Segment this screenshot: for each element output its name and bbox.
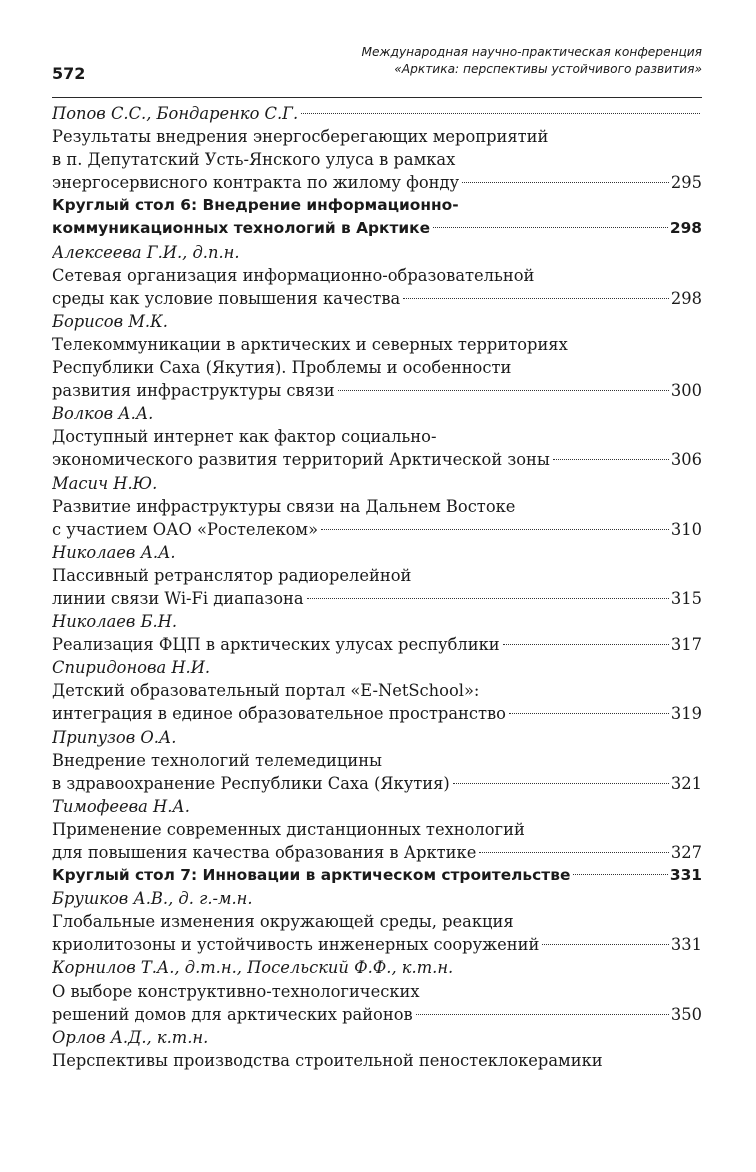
author-names: Тимофеева Н.А. — [52, 796, 190, 816]
conference-name — [362, 44, 702, 78]
toc-line-author — [52, 1026, 702, 1049]
toc-line-title — [52, 749, 702, 772]
toc-line-author — [52, 310, 702, 333]
author-names: Николаев А.А. — [52, 542, 176, 562]
article-title: Развитие инфраструктуры связи на Дальнем Востоке — [52, 496, 516, 516]
author-names: Брушков А.В., д. г.-м.н. — [52, 889, 253, 909]
toc-line-author — [52, 402, 702, 425]
section-heading: коммуникационных технологий в Арктике — [52, 219, 431, 238]
page-ref: 306 — [670, 450, 702, 470]
article-title: Доступный интернет как фактор социально- — [52, 427, 437, 447]
section-heading: Круглый стол 6: Внедрение информационно- — [52, 196, 459, 215]
page-ref: 327 — [670, 843, 702, 862]
toc-line-title — [52, 633, 702, 656]
article-title: среды как условие повышения качества — [52, 288, 401, 308]
article-title: Республики Саха (Якутия). Проблемы и особенности — [52, 358, 512, 378]
page-ref: 321 — [670, 773, 702, 793]
dot-leader — [503, 644, 669, 645]
author-names: Спиридонова Н.И. — [52, 658, 211, 678]
toc-line-author — [52, 656, 702, 679]
article-title: Детский образовательный портал «E-NetSchool»: — [52, 681, 480, 701]
running-header — [52, 36, 702, 100]
section-heading: Круглый стол 7: Инновации в арктическом строительстве — [52, 866, 571, 885]
toc-line-author — [52, 795, 702, 818]
dot-leader — [301, 113, 700, 114]
article-title: интеграция в единое образовательное пространство — [52, 704, 506, 724]
dot-leader — [462, 182, 669, 183]
toc-line-author — [52, 102, 702, 125]
article-title: Глобальные изменения окружающей среды, реакция — [52, 912, 514, 932]
article-title: развития инфраструктуры связи — [52, 381, 335, 401]
dot-leader — [307, 598, 669, 599]
dot-leader — [416, 1014, 669, 1015]
article-title: Сетевая организация информационно-образовательной — [52, 265, 535, 285]
author-names: Алексеева Г.И., д.п.н. — [52, 242, 240, 262]
article-title: решений домов для арктических районов — [52, 1004, 413, 1024]
toc-line-title — [52, 818, 702, 841]
page — [52, 36, 702, 1072]
article-title: О выборе конструктивно-технологических — [52, 981, 420, 1001]
author-names: Борисов М.К. — [52, 311, 168, 331]
toc-line-title — [52, 702, 702, 725]
dot-leader — [553, 459, 669, 460]
toc-line-title — [52, 333, 702, 356]
article-title: криолитозоны и устойчивость инженерных сооружений — [52, 935, 540, 955]
toc-line-title — [52, 1003, 702, 1026]
toc-line-title — [52, 518, 702, 541]
dot-leader — [479, 852, 669, 853]
article-title: для повышения качества образования в Арктике — [52, 843, 477, 862]
dot-leader — [338, 390, 669, 391]
dot-leader — [509, 713, 669, 714]
article-title: Пассивный ретранслятор радиорелейной — [52, 565, 412, 585]
page-ref: 319 — [670, 704, 702, 724]
article-title: Результаты внедрения энергосберегающих мероприятий — [52, 127, 549, 147]
header-rule — [52, 97, 702, 98]
toc-line-section — [52, 217, 702, 240]
toc-line-title — [52, 287, 702, 310]
page-ref: 350 — [670, 1004, 702, 1024]
article-title: в здравоохранение Республики Саха (Якутия) — [52, 773, 450, 793]
article-title: с участием ОАО «Ростелеком» — [52, 519, 319, 539]
dot-leader — [403, 298, 669, 299]
toc-line-title — [52, 910, 702, 933]
toc-line-title — [52, 171, 702, 194]
article-title: в п. Депутатский Усть-Янского улуса в рамках — [52, 150, 456, 170]
page-ref: 331 — [670, 935, 702, 955]
toc-line-title — [52, 379, 702, 402]
toc-line-author — [52, 241, 702, 264]
page-ref: 331 — [669, 866, 702, 885]
dot-leader — [542, 944, 669, 945]
toc-line-section — [52, 864, 702, 887]
page-ref: 310 — [670, 519, 702, 539]
article-title: Телекоммуникации в арктических и северных территориях — [52, 334, 568, 354]
article-title: Применение современных дистанционных технологий — [52, 819, 525, 839]
conference-name-line-1: Международная научно-практическая конференция — [361, 45, 702, 59]
toc-line-author — [52, 956, 702, 979]
toc-line-title — [52, 356, 702, 379]
author-names: Николаев Б.Н. — [52, 612, 178, 632]
toc-line-author — [52, 726, 702, 749]
author-names: Волков А.А. — [52, 404, 154, 424]
article-title: Перспективы производства строительной пеностеклокерамики — [52, 1050, 603, 1070]
toc-line-title — [52, 448, 702, 471]
dot-leader — [573, 874, 667, 875]
toc-line-title — [52, 841, 702, 864]
toc-line-section — [52, 194, 702, 217]
toc-line-title — [52, 933, 702, 956]
article-title: Внедрение технологий телемедицины — [52, 750, 383, 770]
author-names: Масич Н.Ю. — [52, 473, 158, 493]
toc-line-title — [52, 1049, 702, 1072]
toc-line-author — [52, 610, 702, 633]
author-names: Корнилов Т.А., д.т.н., Посельский Ф.Ф., к.т.н. — [52, 958, 454, 978]
dot-leader — [433, 227, 668, 228]
page-ref: 298 — [669, 219, 702, 238]
toc-line-title — [52, 980, 702, 1003]
toc-line-title — [52, 148, 702, 171]
page-ref: 295 — [670, 173, 702, 193]
page-ref: 315 — [670, 588, 702, 608]
article-title: Реализация ФЦП в арктических улусах республики — [52, 635, 500, 655]
toc-line-title — [52, 679, 702, 702]
article-title: экономического развития территорий Арктической зоны — [52, 450, 550, 470]
toc-line-title — [52, 495, 702, 518]
toc-line-author — [52, 887, 702, 910]
toc-line-title — [52, 772, 702, 795]
toc-line-title — [52, 125, 702, 148]
toc-line-author — [52, 541, 702, 564]
page-ref: 317 — [670, 635, 702, 655]
toc-line-title — [52, 425, 702, 448]
dot-leader — [453, 783, 669, 784]
toc-line-title — [52, 264, 702, 287]
toc-line-title — [52, 587, 702, 610]
dot-leader — [321, 529, 669, 530]
page-ref: 298 — [670, 288, 702, 308]
toc-line-author — [52, 472, 702, 495]
page-number: 572 — [52, 64, 86, 83]
table-of-contents — [52, 102, 702, 1072]
author-names: Попов С.С., Бондаренко С.Г. — [52, 104, 299, 123]
page-ref: 300 — [670, 381, 702, 401]
author-names: Орлов А.Д., к.т.н. — [52, 1027, 209, 1047]
article-title: энергосервисного контракта по жилому фонду — [52, 173, 460, 193]
author-names: Припузов О.А. — [52, 727, 177, 747]
conference-name-line-2: «Арктика: перспективы устойчивого развития» — [394, 62, 702, 76]
article-title: линии связи Wi-Fi диапазона — [52, 588, 304, 608]
toc-line-title — [52, 564, 702, 587]
